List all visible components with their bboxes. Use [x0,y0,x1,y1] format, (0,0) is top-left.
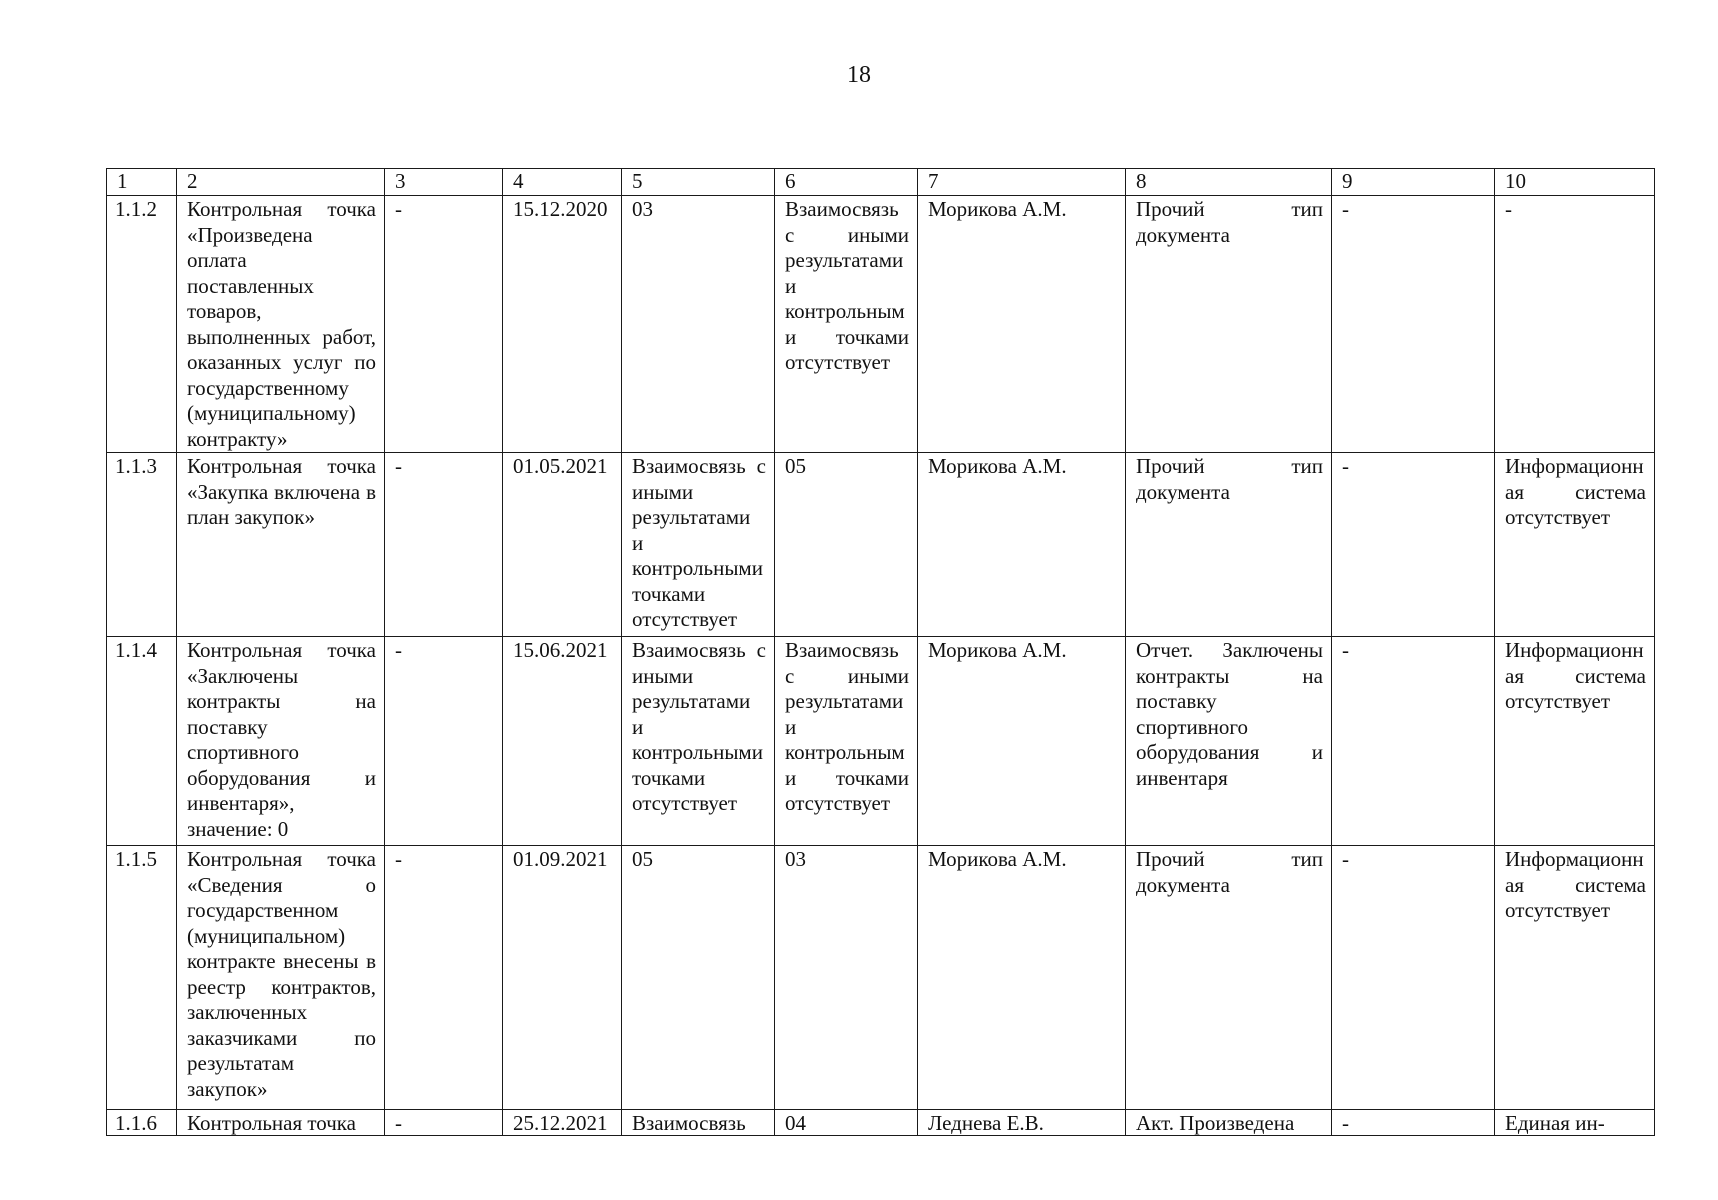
row-col6: 04 [775,1110,918,1136]
row-code: 1.1.3 [107,453,177,637]
row-name: Контрольная точка «Сведения о государственном (муниципальном) контракте внесены в реестр контрактов, заключенных заказчиками по результатам закупок» [177,846,385,1110]
column-header: 10 [1495,169,1655,196]
row-responsible: Морикова А.М. [918,846,1126,1110]
row-date: 25.12.2021 [503,1110,622,1136]
row-date: 01.09.2021 [503,846,622,1110]
table-row [107,846,1655,1110]
row-col3: - [385,846,503,1110]
row-col5: Взаимосвязь с иными результатами и контрольными точками отсутствует [622,453,775,637]
row-col6: Взаимосвязь с иными результатами и контрольными точками отсутствует [775,637,918,846]
row-code: 1.1.5 [107,846,177,1110]
row-document: Прочий тип документа [1126,196,1332,453]
row-col5: Взаимосвязь с иными результатами и контрольными точками отсутствует [622,637,775,846]
row-col10: Информационная система отсутствует [1495,637,1655,846]
column-header: 6 [775,169,918,196]
row-col6: 05 [775,453,918,637]
table-row [107,637,1655,846]
column-header: 2 [177,169,385,196]
row-responsible: Леднева Е.В. [918,1110,1126,1136]
row-document: Прочий тип документа [1126,453,1332,637]
row-code: 1.1.4 [107,637,177,846]
table-row [107,453,1655,637]
row-col5: Взаимосвязь [622,1110,775,1136]
row-col3: - [385,1110,503,1136]
table-row [107,196,1655,453]
row-col5: 05 [622,846,775,1110]
row-code: 1.1.2 [107,196,177,453]
row-col9: - [1332,1110,1495,1136]
page-number: 18 [847,62,871,88]
row-col3: - [385,637,503,846]
column-header: 1 [107,169,177,196]
column-header: 8 [1126,169,1332,196]
row-col9: - [1332,196,1495,453]
table-row [107,1110,1655,1136]
row-col10: Единая ин- [1495,1110,1655,1136]
row-code: 1.1.6 [107,1110,177,1136]
row-col9: - [1332,846,1495,1110]
row-name: Контрольная точка «Заключены контракты на поставку спортивного оборудования и инвентаря», значение: 0 [177,637,385,846]
row-responsible: Морикова А.М. [918,637,1126,846]
row-col6: 03 [775,846,918,1110]
row-col10: Информационная система отсутствует [1495,453,1655,637]
row-col3: - [385,453,503,637]
column-header: 5 [622,169,775,196]
row-responsible: Морикова А.М. [918,196,1126,453]
column-header: 7 [918,169,1126,196]
row-date: 15.12.2020 [503,196,622,453]
row-document: Отчет. Заключены контракты на поставку спортивного оборудования и инвентаря [1126,637,1332,846]
row-name: Контрольная точка [177,1110,385,1136]
row-date: 15.06.2021 [503,637,622,846]
row-col10: - [1495,196,1655,453]
control-points-table [106,168,1655,1136]
row-col10: Информационная система отсутствует [1495,846,1655,1110]
row-name: Контрольная точка «Закупка включена в план закупок» [177,453,385,637]
row-col9: - [1332,637,1495,846]
row-document: Акт. Произведена [1126,1110,1332,1136]
column-header: 3 [385,169,503,196]
row-col6: Взаимосвязь с иными результатами и контрольными точками отсутствует [775,196,918,453]
row-name: Контрольная точка «Произведена оплата поставленных товаров, выполненных работ, оказанных услуг по государственному (муниципальному) контракту» [177,196,385,453]
table-header-row [107,169,1655,196]
column-header: 9 [1332,169,1495,196]
row-date: 01.05.2021 [503,453,622,637]
row-document: Прочий тип документа [1126,846,1332,1110]
row-col9: - [1332,453,1495,637]
column-header: 4 [503,169,622,196]
row-col5: 03 [622,196,775,453]
row-responsible: Морикова А.М. [918,453,1126,637]
row-col3: - [385,196,503,453]
